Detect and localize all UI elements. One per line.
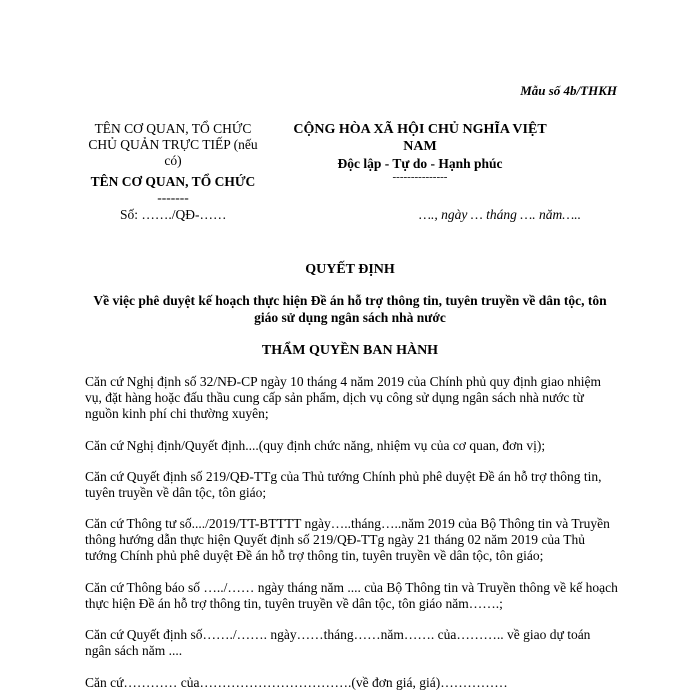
motto-rule: ---------------: [392, 171, 448, 183]
legal-basis-paragraph: Căn cứ Thông báo số …../…… ngày tháng năm .... của Bộ Thông tin và Truyền thông về kế hoạch thực hiện Đề án hỗ trợ thông tin, tuyên truyền về dân tộc, tôn giáo năm…….;: [85, 580, 618, 611]
form-number: Mẫu số 4b/THKH: [520, 83, 617, 98]
legal-basis-paragraph: Căn cứ Quyết định số……./……. ngày……tháng……năm……. của……….. về giao dự toán ngân sách năm ....: [85, 627, 591, 658]
document-number: Số: ……./QĐ-……: [120, 207, 227, 222]
parent-agency-line-3: có): [164, 153, 182, 168]
national-header: [280, 121, 560, 183]
agency-rule: -------: [157, 190, 189, 205]
country-name: CỘNG HÒA XÃ HỘI CHỦ NGHĨA VIỆT NAM: [293, 122, 547, 154]
legal-basis-paragraph: Căn cứ………… của…………………………….(về đơn giá, giá)……………: [85, 675, 508, 690]
legal-basis-paragraph: Căn cứ Quyết định số 219/QĐ-TTg của Thủ tướng Chính phủ phê duyệt Đề án hỗ trợ thông tin, tuyên truyền về dân tộc, tôn giáo;: [85, 469, 602, 500]
legal-basis-paragraph: Căn cứ Nghị định/Quyết định....(quy định chức năng, nhiệm vụ của cơ quan, đơn vị);: [85, 438, 546, 453]
issuing-authority: THẨM QUYỀN BAN HÀNH: [261, 343, 439, 358]
document-title: QUYẾT ĐỊNH: [305, 262, 395, 277]
date-line: …., ngày … tháng …. năm…..: [419, 207, 582, 222]
agency-name: TÊN CƠ QUAN, TỔ CHỨC: [90, 174, 256, 189]
issuing-agency-header: [78, 121, 268, 206]
legal-basis-paragraph: Căn cứ Nghị định số 32/NĐ-CP ngày 10 tháng 4 năm 2019 của Chính phủ quy định giao nhiệm vụ, đặt hàng hoặc đấu thầu cung cấp sản phẩm, dịch vụ công sử dụng ngân sách nhà nước từ nguồn kinh phí chi thường xuyên;: [85, 374, 602, 421]
document-subtitle: Về việc phê duyệt kế hoạch thực hiện Đề án hỗ trợ thông tin, tuyên truyền về dân tộc, tôn giáo sử dụng ngân sách nhà nước: [93, 293, 607, 325]
parent-agency-line-2: CHỦ QUẢN TRỰC TIẾP (nếu: [88, 137, 258, 152]
parent-agency-line-1: TÊN CƠ QUAN, TỔ CHỨC: [94, 121, 252, 136]
legal-basis-paragraph: Căn cứ Thông tư số..../2019/TT-BTTTT ngày…..tháng…..năm 2019 của Bộ Thông tin và Truyền thông hướng dẫn thực hiện Quyết định số 219/QĐ-TTg ngày 21 tháng 02 năm 2019 của Thủ tướng Chính phủ phê duyệt Đề án hỗ trợ thông tin, tuyên truyền về dân tộc, tôn giáo;: [85, 516, 610, 563]
national-motto: Độc lập - Tự do - Hạnh phúc: [337, 156, 503, 171]
